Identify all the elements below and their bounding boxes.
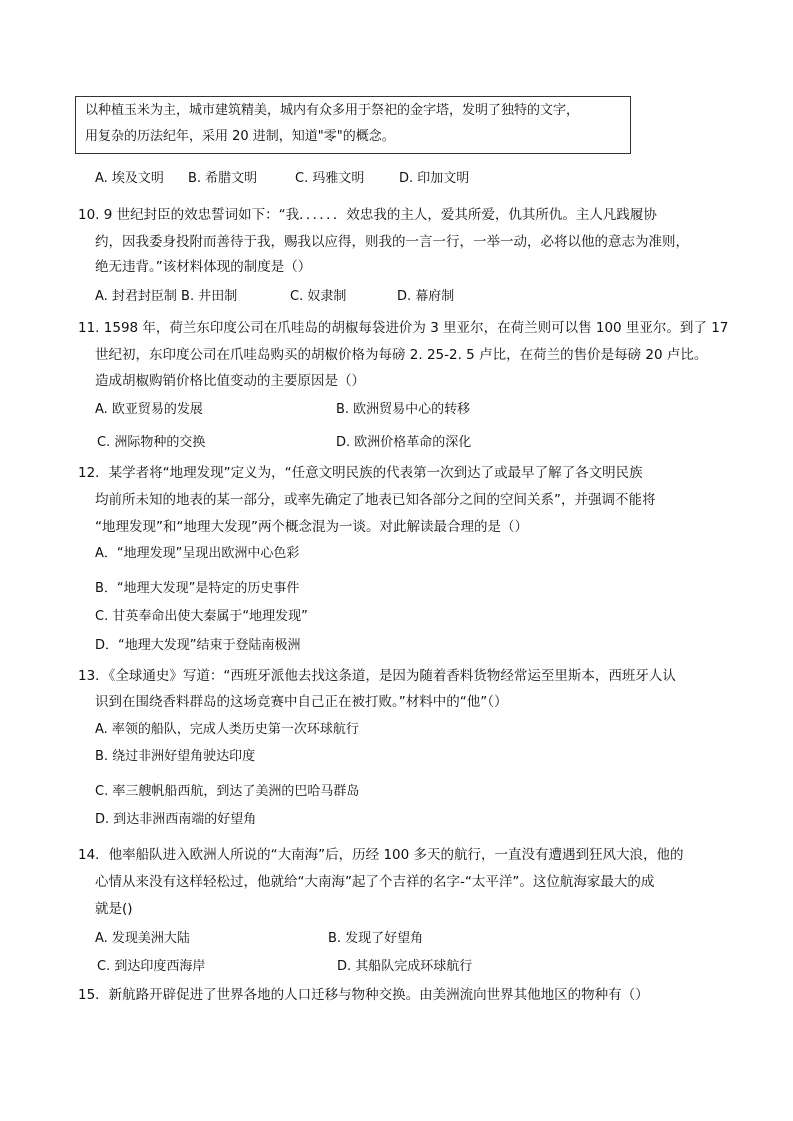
q13-stem-line-1: 13．《全球通史》写道：“西班牙派他去找这条道，是因为随着香料货物经常运至里斯本，西班牙人认 <box>78 668 676 684</box>
q15-stem-line-1: 15．新航路开辟促进了世界各地的人口迁移与物种交换。由美洲流向世界其他地区的物种有（） <box>78 987 649 1003</box>
q12-option-d: D．“地理大发现”结束于登陆南极洲 <box>95 638 301 653</box>
q13-option-d: D. 到达非洲西南端的好望角 <box>95 812 257 827</box>
q10-stem-line-2: 约，因我委身投附而善待于我，赐我以应得，则我的一言一行，一举一动，必将以他的意志为准则， <box>95 234 689 250</box>
q10-option-ab: A. 封君封臣制 B. 井田制 <box>95 289 238 304</box>
q11-stem-line-3: 造成胡椒购销价格比值变动的主要原因是（） <box>95 373 365 389</box>
q12-option-b: B．“地理大发现”是特定的历史事件 <box>95 581 300 596</box>
q14-stem-line-2: 心情从来没有这样轻松过，他就给“大南海”起了个吉祥的名字-“太平洋”。这位航海家最大的成 <box>95 874 655 890</box>
q12-option-c: C. 甘英奉命出使大秦属于“地理发现” <box>95 609 308 624</box>
q9-option-d: D. 印加文明 <box>399 171 470 186</box>
q14-option-d: D. 其船队完成环球航行 <box>337 959 473 974</box>
material-box <box>75 96 631 154</box>
q12-stem-line-2: 均前所未知的地表的某一部分，或率先确定了地表已知各部分之间的空间关系”，并强调不能将 <box>95 492 656 508</box>
q12-option-a: A．“地理发现”呈现出欧洲中心色彩 <box>95 546 300 561</box>
q10-stem-line-3: 绝无违背。”该材料体现的制度是（） <box>95 259 312 275</box>
q10-stem-line-1: 10. 9 世纪封臣的效忠誓词如下：“我．．．．．．效忠我的主人，爱其所爱，仇其所仇。主人凡践履协 <box>78 207 657 223</box>
q14-stem-line-1: 14．他率船队进入欧洲人所说的“大南海”后，历经 100 多天的航行，一直没有遭遇到狂风大浪，他的 <box>78 847 684 863</box>
q9-option-c: C. 玛雅文明 <box>295 171 365 186</box>
q11-stem-line-2: 世纪初，东印度公司在爪哇岛购买的胡椒价格为每磅 2. 25-2. 5 卢比，在荷兰的售价是每磅 20 卢比。 <box>95 347 708 363</box>
q10-option-d: D. 幕府制 <box>397 289 455 304</box>
q9-option-b: B. 希腊文明 <box>188 171 258 186</box>
material-line-2: 用复杂的历法纪年，采用 20 进制，知道"零"的概念。 <box>85 129 395 144</box>
q11-option-c: C. 洲际物种的交换 <box>97 435 206 450</box>
q14-option-c: C. 到达印度西海岸 <box>97 959 206 974</box>
q11-option-a: A. 欧亚贸易的发展 <box>95 402 203 417</box>
q12-stem-line-3: “地理发现”和“地理大发现”两个概念混为一谈。对此解读最合理的是（） <box>95 519 528 535</box>
q13-stem-line-2: 识到在围绕香料群岛的这场竞赛中自己正在被打败。”材料中的“他”（） <box>95 694 508 710</box>
q13-option-b: B. 绕过非洲好望角驶达印度 <box>95 749 256 764</box>
q14-option-b: B. 发现了好望角 <box>328 931 424 946</box>
q14-option-a: A. 发现美洲大陆 <box>95 931 190 946</box>
q12-stem-line-1: 12．某学者将“地理发现”定义为，“任意文明民族的代表第一次到达了或最早了解了各文明民族 <box>78 465 643 481</box>
q9-option-a: A. 埃及文明 <box>95 171 164 186</box>
q11-stem-line-1: 11. 1598 年，荷兰东印度公司在爪哇岛的胡椒每袋进价为 3 里亚尔，在荷兰则可以售 100 里亚尔。到了 17 <box>78 320 729 336</box>
q13-option-c: C. 率三艘帆船西航，到达了美洲的巴哈马群岛 <box>95 784 360 799</box>
q11-option-d: D. 欧洲价格革命的深化 <box>336 435 472 450</box>
material-line-1: 以种植玉米为主，城市建筑精美，城内有众多用于祭祀的金字塔，发明了独特的文字， <box>85 103 580 118</box>
q11-option-b: B. 欧洲贸易中心的转移 <box>336 402 471 417</box>
q10-option-c: C. 奴隶制 <box>290 289 347 304</box>
q14-stem-line-3: 就是() <box>95 901 133 917</box>
q13-option-a: A. 率领的船队，完成人类历史第一次环球航行 <box>95 722 359 737</box>
